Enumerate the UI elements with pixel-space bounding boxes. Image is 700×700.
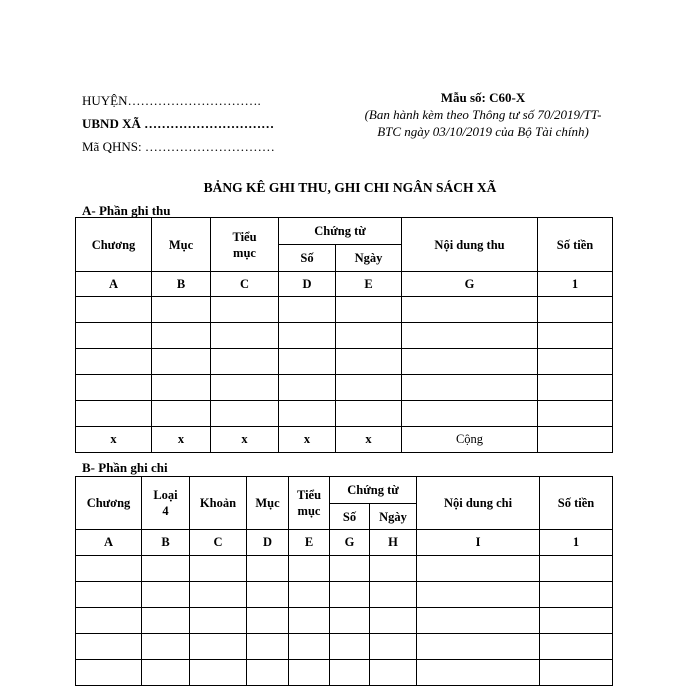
header-left: [82, 89, 275, 158]
code-row: [76, 272, 613, 297]
header-right: [352, 89, 614, 140]
document-title: BẢNG KÊ GHI THU, GHI CHI NGÂN SÁCH XÃ: [203, 180, 497, 195]
total-amount: [538, 427, 613, 453]
header-muc: Mục: [152, 218, 211, 272]
code-cell: 1: [538, 272, 613, 297]
total-cell: x: [211, 427, 279, 453]
header-ngay: Ngày: [370, 504, 417, 530]
blank-row: [76, 608, 613, 634]
header-tieu-muc-line-2: mục: [233, 245, 256, 260]
total-label: Cộng: [402, 427, 538, 453]
code-cell: A: [76, 530, 142, 556]
header-so-tien: Số tiền: [540, 477, 613, 530]
blank-row: [76, 375, 613, 401]
header-tieu-muc-line-1: Tiểu: [296, 488, 322, 502]
section-b-label: B- Phần ghi chi: [82, 460, 168, 475]
header-tieu-muc: [289, 477, 330, 530]
code-cell: D: [279, 272, 336, 297]
commune-line: UBND XÃ …………………………: [82, 116, 275, 131]
total-cell: x: [152, 427, 211, 453]
total-row: [76, 427, 613, 453]
legal-basis-line-2: BTC ngày 03/10/2019 của Bộ Tài chính): [377, 124, 589, 139]
header-noi-dung-chi: Nội dung chi: [417, 477, 540, 530]
blank-row: [76, 349, 613, 375]
code-cell: E: [336, 272, 402, 297]
blank-row: [76, 556, 613, 582]
total-cell: x: [336, 427, 402, 453]
header-chuong: Chương: [76, 218, 152, 272]
code-cell: I: [417, 530, 540, 556]
header-loai-line-2: 4: [162, 504, 169, 518]
header-tieu-muc-line-2: mục: [297, 504, 321, 518]
header-muc: Mục: [247, 477, 289, 530]
code-cell: B: [152, 272, 211, 297]
blank-row: [76, 297, 613, 323]
code-cell: G: [330, 530, 370, 556]
code-cell: A: [76, 272, 152, 297]
header-tieu-muc: [211, 218, 279, 272]
header-so-tien: Số tiền: [538, 218, 613, 272]
legal-basis-line-1: (Ban hành kèm theo Thông tư số 70/2019/TT-: [364, 107, 602, 122]
header-loai-line-1: Loại: [153, 488, 178, 502]
code-row: [76, 530, 613, 556]
blank-row: [76, 323, 613, 349]
header-chung-tu: Chứng từ: [330, 477, 417, 504]
blank-row: [76, 660, 613, 686]
header-so: Số: [279, 245, 336, 272]
blank-row: [76, 582, 613, 608]
header-tieu-muc-line-1: Tiểu: [232, 229, 257, 244]
code-cell: B: [142, 530, 190, 556]
total-cell: x: [279, 427, 336, 453]
total-cell: x: [76, 427, 152, 453]
header-so: Số: [330, 504, 370, 530]
blank-row: [76, 401, 613, 427]
code-cell: C: [211, 272, 279, 297]
header-chuong: Chương: [76, 477, 142, 530]
header-ngay: Ngày: [336, 245, 402, 272]
code-cell: H: [370, 530, 417, 556]
header-noi-dung-thu: Nội dung thu: [402, 218, 538, 272]
header-loai: [142, 477, 190, 530]
district-line: HUYỆN………………………….: [82, 93, 261, 108]
code-cell: 1: [540, 530, 613, 556]
section-a-label: A- Phần ghi thu: [82, 203, 171, 218]
blank-row: [76, 634, 613, 660]
header-khoan: Khoản: [190, 477, 247, 530]
qhns-line: Mã QHNS: …………………………: [82, 139, 275, 154]
code-cell: D: [247, 530, 289, 556]
expenditure-table: [75, 476, 613, 686]
code-cell: E: [289, 530, 330, 556]
revenue-table: [75, 217, 613, 453]
code-cell: C: [190, 530, 247, 556]
header-chung-tu: Chứng từ: [279, 218, 402, 245]
form-number: Mẫu số: C60-X: [440, 90, 526, 105]
code-cell: G: [402, 272, 538, 297]
